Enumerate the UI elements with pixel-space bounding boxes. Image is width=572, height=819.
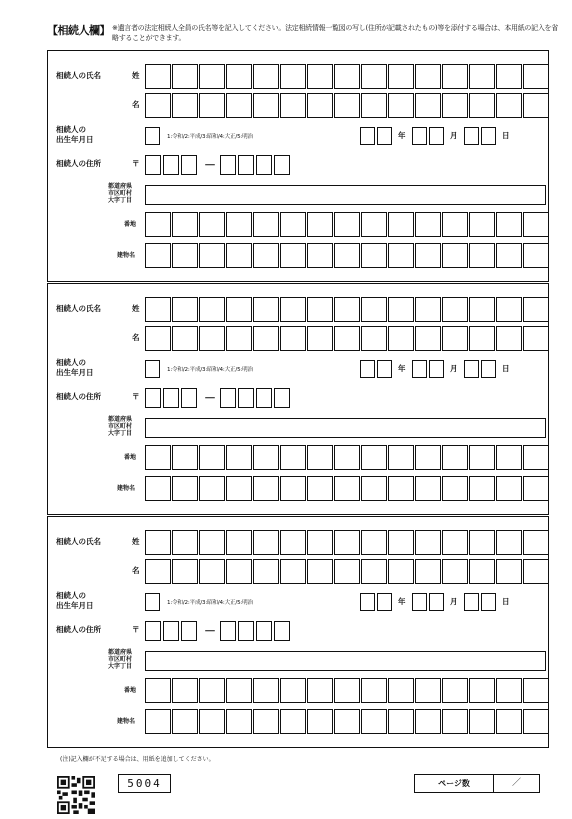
surname-input-cell[interactable] — [280, 297, 306, 322]
building-input-cell[interactable] — [496, 243, 522, 268]
given-name-input-cell[interactable] — [334, 559, 360, 584]
surname-input-cell[interactable] — [199, 64, 225, 89]
surname-input-cell[interactable] — [307, 64, 333, 89]
postal-code-input-4[interactable] — [220, 388, 236, 408]
banchi-input-cell[interactable] — [253, 678, 279, 703]
heir-section — [47, 283, 549, 515]
given-name-input-cell[interactable] — [280, 93, 306, 118]
banchi-input-cell[interactable] — [199, 678, 225, 703]
given-name-input — [145, 93, 550, 118]
birth-month-input-1[interactable] — [412, 593, 427, 611]
prefecture-label-3: 大字丁目 — [108, 663, 133, 670]
year-label: 年 — [398, 597, 406, 606]
postal-code-input-4[interactable] — [220, 621, 236, 641]
surname-input-cell[interactable] — [361, 297, 387, 322]
building-input-cell[interactable] — [415, 476, 441, 501]
building-input-cell[interactable] — [253, 709, 279, 734]
surname-input-cell[interactable] — [226, 297, 252, 322]
building-input — [145, 243, 550, 268]
given-name-input-cell[interactable] — [469, 326, 495, 351]
building-input-cell[interactable] — [172, 709, 198, 734]
birth-label-2: 出生年月日 — [56, 601, 94, 610]
surname-input-cell[interactable] — [388, 530, 414, 555]
surname-input-cell[interactable] — [307, 530, 333, 555]
era-options: 1:令和/2:平成/3:昭和/4:大正/5:明治 — [167, 134, 253, 140]
given-name-input-cell[interactable] — [415, 326, 441, 351]
birth-year-input-1[interactable] — [360, 127, 375, 145]
given-name-input-cell[interactable] — [145, 326, 171, 351]
surname-input-cell[interactable] — [469, 297, 495, 322]
year-label: 年 — [398, 364, 406, 373]
birth-day-input-1[interactable] — [464, 360, 479, 378]
given-name-input-cell[interactable] — [253, 559, 279, 584]
banchi-input-cell[interactable] — [145, 445, 171, 470]
prefecture-label-3: 大字丁目 — [108, 430, 133, 437]
surname-input — [145, 64, 550, 89]
banchi-input-cell[interactable] — [388, 445, 414, 470]
given-name-input-cell[interactable] — [226, 326, 252, 351]
postal-code-input-6[interactable] — [256, 621, 272, 641]
birth-day-input-1[interactable] — [464, 593, 479, 611]
building-input-cell[interactable] — [280, 476, 306, 501]
postal-code-input-3[interactable] — [181, 621, 197, 641]
banchi-input-cell[interactable] — [361, 678, 387, 703]
page-count-box — [414, 774, 540, 793]
postal-code-input-1[interactable] — [145, 621, 161, 641]
building-input-cell[interactable] — [253, 243, 279, 268]
building-input-cell[interactable] — [361, 709, 387, 734]
building-input-cell[interactable] — [388, 476, 414, 501]
given-name-input — [145, 326, 550, 351]
postal-code-input-7[interactable] — [274, 388, 290, 408]
era-input[interactable] — [145, 360, 160, 378]
surname-input-cell[interactable] — [469, 64, 495, 89]
given-name-input-cell[interactable] — [415, 93, 441, 118]
building-input-cell[interactable] — [199, 709, 225, 734]
given-name-input-cell[interactable] — [523, 93, 549, 118]
surname-input-cell[interactable] — [496, 64, 522, 89]
building-input-cell[interactable] — [415, 243, 441, 268]
surname-input-cell[interactable] — [388, 297, 414, 322]
postal-code-input-3[interactable] — [181, 155, 197, 175]
given-name-input-cell[interactable] — [253, 93, 279, 118]
surname-input-cell[interactable] — [307, 297, 333, 322]
prefecture-label-1: 都道府県 — [108, 416, 133, 423]
given-name-input-cell[interactable] — [442, 326, 468, 351]
banchi-input-cell[interactable] — [442, 678, 468, 703]
surname-input-cell[interactable] — [415, 297, 441, 322]
building-input-cell[interactable] — [226, 243, 252, 268]
surname-label: 姓 — [132, 304, 140, 313]
surname-input-cell[interactable] — [172, 64, 198, 89]
banchi-input-cell[interactable] — [280, 212, 306, 237]
prefecture-label-2: 市区町村 — [108, 656, 133, 663]
surname-input-cell[interactable] — [523, 64, 549, 89]
building-input-cell[interactable] — [145, 709, 171, 734]
surname-input-cell[interactable] — [253, 64, 279, 89]
given-name-input-cell[interactable] — [145, 559, 171, 584]
banchi-input-cell[interactable] — [361, 212, 387, 237]
birth-month-input-2[interactable] — [429, 593, 444, 611]
name-label: 相続人の氏名 — [56, 304, 101, 313]
postal-code-input-5[interactable] — [238, 155, 254, 175]
banchi-input-cell[interactable] — [172, 212, 198, 237]
birth-month-input-1[interactable] — [412, 127, 427, 145]
banchi-input-cell[interactable] — [307, 678, 333, 703]
banchi-input-cell[interactable] — [172, 678, 198, 703]
given-name-input-cell[interactable] — [226, 93, 252, 118]
prefecture-label-3: 大字丁目 — [108, 197, 133, 204]
day-label: 日 — [502, 131, 510, 140]
surname-input-cell[interactable] — [226, 64, 252, 89]
building-input-cell[interactable] — [442, 476, 468, 501]
birth-day-input-2[interactable] — [481, 127, 496, 145]
postal-code-input-2[interactable] — [163, 388, 179, 408]
banchi-input-cell[interactable] — [307, 212, 333, 237]
given-name-input-cell[interactable] — [199, 326, 225, 351]
postal-dash: － — [204, 624, 217, 638]
building-input-cell[interactable] — [469, 476, 495, 501]
birth-year-input-1[interactable] — [360, 593, 375, 611]
surname-input-cell[interactable] — [226, 530, 252, 555]
given-name-input-cell[interactable] — [523, 559, 549, 584]
banchi-input-cell[interactable] — [523, 212, 549, 237]
banchi-input-cell[interactable] — [226, 212, 252, 237]
given-name-input-cell[interactable] — [145, 93, 171, 118]
surname-label: 姓 — [132, 71, 140, 80]
building-label: 建物名 — [117, 718, 136, 725]
surname-input-cell[interactable] — [172, 297, 198, 322]
building-input-cell[interactable] — [469, 709, 495, 734]
banchi-input-cell[interactable] — [361, 445, 387, 470]
banchi-input-cell[interactable] — [415, 445, 441, 470]
building-input-cell[interactable] — [280, 709, 306, 734]
building-label: 建物名 — [117, 252, 136, 259]
banchi-input-cell[interactable] — [388, 678, 414, 703]
building-input-cell[interactable] — [496, 709, 522, 734]
month-label: 月 — [450, 364, 458, 373]
birth-day-input-2[interactable] — [481, 360, 496, 378]
postal-code-input-7[interactable] — [274, 621, 290, 641]
building-input-cell[interactable] — [226, 476, 252, 501]
surname-input-cell[interactable] — [442, 64, 468, 89]
building-input-cell[interactable] — [199, 476, 225, 501]
building-input-cell[interactable] — [415, 709, 441, 734]
given-name-input-cell[interactable] — [172, 93, 198, 118]
birth-year-input-1[interactable] — [360, 360, 375, 378]
building-input-cell[interactable] — [361, 476, 387, 501]
birth-label-2: 出生年月日 — [56, 368, 94, 377]
surname-input-cell[interactable] — [145, 530, 171, 555]
banchi-input-cell[interactable] — [226, 678, 252, 703]
surname-input-cell[interactable] — [442, 297, 468, 322]
prefecture-city-input[interactable] — [145, 651, 546, 671]
building-input-cell[interactable] — [469, 243, 495, 268]
birth-year-input-2[interactable] — [377, 127, 392, 145]
era-options: 1:令和/2:平成/3:昭和/4:大正/5:明治 — [167, 367, 253, 373]
building-input-cell[interactable] — [145, 243, 171, 268]
address-label: 相続人の住所 — [56, 625, 101, 634]
postal-code-input-6[interactable] — [256, 388, 272, 408]
birth-label-1: 相続人の — [56, 358, 86, 367]
building-input-cell[interactable] — [307, 709, 333, 734]
given-name-input-cell[interactable] — [388, 559, 414, 584]
banchi-input-cell[interactable] — [442, 212, 468, 237]
building-input-cell[interactable] — [442, 243, 468, 268]
postal-mark: 〒 — [132, 625, 140, 634]
year-label: 年 — [398, 131, 406, 140]
qr-code-icon — [57, 776, 95, 814]
postal-dash: － — [204, 158, 217, 172]
surname-input-cell[interactable] — [253, 297, 279, 322]
surname-input — [145, 530, 550, 555]
banchi-input-cell[interactable] — [523, 445, 549, 470]
postal-mark: 〒 — [132, 159, 140, 168]
building-input-cell[interactable] — [280, 243, 306, 268]
surname-input-cell[interactable] — [172, 530, 198, 555]
banchi-input-cell[interactable] — [334, 212, 360, 237]
page-count-label: ページ数 — [415, 775, 494, 792]
banchi-input-cell[interactable] — [415, 678, 441, 703]
banchi-input-cell[interactable] — [226, 445, 252, 470]
banchi-input-cell[interactable] — [199, 445, 225, 470]
form-section-title: 【相続人欄】 — [47, 24, 110, 37]
surname-input-cell[interactable] — [442, 530, 468, 555]
postal-code-input-6[interactable] — [256, 155, 272, 175]
heir-section — [47, 516, 549, 748]
given-name-input-cell[interactable] — [469, 559, 495, 584]
building-input-cell[interactable] — [496, 476, 522, 501]
given-name-label: 名 — [132, 100, 140, 109]
postal-code-input-1[interactable] — [145, 388, 161, 408]
building-label: 建物名 — [117, 485, 136, 492]
address-label: 相続人の住所 — [56, 392, 101, 401]
surname-input — [145, 297, 550, 322]
day-label: 日 — [502, 597, 510, 606]
surname-input-cell[interactable] — [415, 64, 441, 89]
postal-code-input-4[interactable] — [220, 155, 236, 175]
given-name-input-cell[interactable] — [388, 93, 414, 118]
building-input-cell[interactable] — [334, 709, 360, 734]
surname-input-cell[interactable] — [145, 297, 171, 322]
building-input-cell[interactable] — [307, 476, 333, 501]
banchi-input-cell[interactable] — [442, 445, 468, 470]
building-input-cell[interactable] — [388, 709, 414, 734]
form-code: 5004 — [118, 774, 171, 793]
surname-input-cell[interactable] — [361, 530, 387, 555]
birth-year-input-2[interactable] — [377, 593, 392, 611]
postal-mark: 〒 — [132, 392, 140, 401]
given-name-input-cell[interactable] — [496, 559, 522, 584]
given-name-input-cell[interactable] — [280, 559, 306, 584]
given-name-input-cell[interactable] — [199, 93, 225, 118]
banchi-input-cell[interactable] — [199, 212, 225, 237]
given-name-input-cell[interactable] — [253, 326, 279, 351]
surname-input-cell[interactable] — [334, 530, 360, 555]
building-input-cell[interactable] — [334, 476, 360, 501]
building-input-cell[interactable] — [442, 709, 468, 734]
given-name-input-cell[interactable] — [334, 326, 360, 351]
given-name-label: 名 — [132, 333, 140, 342]
building-input-cell[interactable] — [523, 243, 549, 268]
banchi-input-cell[interactable] — [496, 445, 522, 470]
surname-input-cell[interactable] — [361, 64, 387, 89]
postal-code-input-1[interactable] — [145, 155, 161, 175]
building-input-cell[interactable] — [307, 243, 333, 268]
prefecture-label-2: 市区町村 — [108, 423, 133, 430]
given-name-input-cell[interactable] — [307, 559, 333, 584]
surname-input-cell[interactable] — [280, 64, 306, 89]
banchi-input-cell[interactable] — [469, 212, 495, 237]
given-name-input-cell[interactable] — [415, 559, 441, 584]
prefecture-label-1: 都道府県 — [108, 649, 133, 656]
given-name-input-cell[interactable] — [361, 559, 387, 584]
postal-code-input-5[interactable] — [238, 388, 254, 408]
building-input-cell[interactable] — [361, 243, 387, 268]
birth-month-input-1[interactable] — [412, 360, 427, 378]
prefecture-city-input[interactable] — [145, 185, 546, 205]
given-name-label: 名 — [132, 566, 140, 575]
surname-input-cell[interactable] — [388, 64, 414, 89]
surname-input-cell[interactable] — [280, 530, 306, 555]
given-name-input-cell[interactable] — [226, 559, 252, 584]
banchi-input-cell[interactable] — [388, 212, 414, 237]
surname-input-cell[interactable] — [415, 530, 441, 555]
birth-label-2: 出生年月日 — [56, 135, 94, 144]
given-name-input-cell[interactable] — [334, 93, 360, 118]
given-name-input-cell[interactable] — [280, 326, 306, 351]
given-name-input-cell[interactable] — [361, 93, 387, 118]
month-label: 月 — [450, 597, 458, 606]
month-label: 月 — [450, 131, 458, 140]
instruction-note: ※遺言者の法定相続人全員の氏名等を記入してください。法定相続情報一覧図の写し(住所が記載されたもの)等を添付する場合は、本用紙の記入を省略することができます。 — [112, 24, 558, 42]
given-name-input — [145, 559, 550, 584]
given-name-input-cell[interactable] — [469, 93, 495, 118]
banchi-label: 番地 — [124, 221, 137, 228]
surname-input-cell[interactable] — [523, 530, 549, 555]
given-name-input-cell[interactable] — [199, 559, 225, 584]
postal-code-input-7[interactable] — [274, 155, 290, 175]
banchi-input-cell[interactable] — [334, 678, 360, 703]
building-input-cell[interactable] — [172, 476, 198, 501]
building-input — [145, 709, 550, 734]
banchi-input-cell[interactable] — [334, 445, 360, 470]
building-input — [145, 476, 550, 501]
name-label: 相続人の氏名 — [56, 537, 101, 546]
era-input[interactable] — [145, 127, 160, 145]
postal-code-input-3[interactable] — [181, 388, 197, 408]
birth-month-input-2[interactable] — [429, 360, 444, 378]
building-input-cell[interactable] — [253, 476, 279, 501]
building-input-cell[interactable] — [334, 243, 360, 268]
prefecture-label-1: 都道府県 — [108, 183, 133, 190]
banchi-input-cell[interactable] — [415, 212, 441, 237]
given-name-input-cell[interactable] — [523, 326, 549, 351]
building-input-cell[interactable] — [523, 709, 549, 734]
era-input[interactable] — [145, 593, 160, 611]
day-label: 日 — [502, 364, 510, 373]
given-name-input-cell[interactable] — [172, 326, 198, 351]
banchi-label: 番地 — [124, 454, 137, 461]
building-input-cell[interactable] — [226, 709, 252, 734]
banchi-input-cell[interactable] — [280, 678, 306, 703]
birth-day-input-1[interactable] — [464, 127, 479, 145]
birth-label-1: 相続人の — [56, 591, 86, 600]
banchi-input-cell[interactable] — [469, 445, 495, 470]
given-name-input-cell[interactable] — [307, 93, 333, 118]
banchi-input-cell[interactable] — [172, 445, 198, 470]
banchi-input-cell[interactable] — [469, 678, 495, 703]
surname-input-cell[interactable] — [199, 530, 225, 555]
building-input-cell[interactable] — [172, 243, 198, 268]
surname-input-cell[interactable] — [334, 297, 360, 322]
surname-input-cell[interactable] — [253, 530, 279, 555]
given-name-input-cell[interactable] — [496, 326, 522, 351]
building-input-cell[interactable] — [388, 243, 414, 268]
banchi-input-cell[interactable] — [145, 678, 171, 703]
given-name-input-cell[interactable] — [442, 93, 468, 118]
page-count-field[interactable]: ／ — [511, 778, 521, 788]
given-name-input-cell[interactable] — [496, 93, 522, 118]
postal-dash: － — [204, 391, 217, 405]
building-input-cell[interactable] — [145, 476, 171, 501]
surname-input-cell[interactable] — [469, 530, 495, 555]
building-input-cell[interactable] — [523, 476, 549, 501]
banchi-input-cell[interactable] — [307, 445, 333, 470]
surname-input-cell[interactable] — [523, 297, 549, 322]
surname-input-cell[interactable] — [334, 64, 360, 89]
given-name-input-cell[interactable] — [361, 326, 387, 351]
banchi-input-cell[interactable] — [253, 445, 279, 470]
banchi-input-cell[interactable] — [496, 678, 522, 703]
building-input-cell[interactable] — [199, 243, 225, 268]
era-options: 1:令和/2:平成/3:昭和/4:大正/5:明治 — [167, 600, 253, 606]
banchi-label: 番地 — [124, 687, 137, 694]
name-label: 相続人の氏名 — [56, 71, 101, 80]
banchi-input-cell[interactable] — [496, 212, 522, 237]
surname-input-cell[interactable] — [496, 297, 522, 322]
birth-day-input-2[interactable] — [481, 593, 496, 611]
birth-year-input-2[interactable] — [377, 360, 392, 378]
prefecture-city-input[interactable] — [145, 418, 546, 438]
prefecture-label-2: 市区町村 — [108, 190, 133, 197]
banchi-input-cell[interactable] — [253, 212, 279, 237]
given-name-input-cell[interactable] — [172, 559, 198, 584]
birth-label-1: 相続人の — [56, 125, 86, 134]
given-name-input-cell[interactable] — [442, 559, 468, 584]
address-label: 相続人の住所 — [56, 159, 101, 168]
postal-code-input-2[interactable] — [163, 621, 179, 641]
surname-input-cell[interactable] — [496, 530, 522, 555]
heir-section — [47, 50, 549, 282]
postal-code-input-5[interactable] — [238, 621, 254, 641]
given-name-input-cell[interactable] — [307, 326, 333, 351]
postal-code-input-2[interactable] — [163, 155, 179, 175]
birth-month-input-2[interactable] — [429, 127, 444, 145]
given-name-input-cell[interactable] — [388, 326, 414, 351]
surname-input-cell[interactable] — [199, 297, 225, 322]
banchi-input-cell[interactable] — [280, 445, 306, 470]
banchi-input-cell[interactable] — [523, 678, 549, 703]
banchi-input — [145, 445, 550, 470]
footnote: (注)記入欄が不足する場合は、用紙を追加してください。 — [60, 756, 215, 763]
banchi-input — [145, 678, 550, 703]
surname-input-cell[interactable] — [145, 64, 171, 89]
banchi-input — [145, 212, 550, 237]
surname-label: 姓 — [132, 537, 140, 546]
banchi-input-cell[interactable] — [145, 212, 171, 237]
